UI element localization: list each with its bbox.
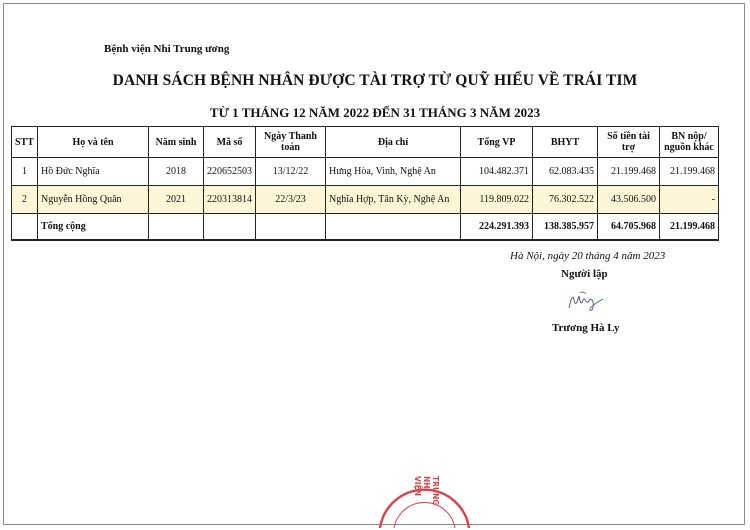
total-bn-pay: 21.199.468: [660, 214, 719, 241]
header-bn-pay: BN nộp/ nguồn khác: [660, 127, 719, 158]
header-name: Họ và tên: [38, 127, 149, 158]
svg-text:NHI: NHI: [422, 476, 431, 492]
header-total-vp: Tổng VP: [461, 127, 533, 158]
document-title: DANH SÁCH BỆNH NHÂN ĐƯỢC TÀI TRỢ TỪ QUỸ HIỂU VỀ TRÁI TIM: [112, 72, 638, 89]
cell-empty: [149, 214, 204, 241]
stamp-outer-ring: [380, 490, 469, 528]
cell-total-vp: 119.809.022: [461, 186, 533, 214]
stamp-lettering: [413, 476, 440, 505]
cell-stt: 1: [12, 158, 38, 186]
cell-bn-pay: 21.199.468: [660, 158, 719, 186]
cell-pay-date: 13/12/22: [256, 158, 326, 186]
cell-pay-date: 22/3/23: [256, 186, 326, 214]
cell-empty: [326, 214, 461, 241]
cell-empty: [204, 214, 256, 241]
total-label: Tổng cộng: [38, 214, 149, 241]
signature-stroke: [569, 296, 603, 310]
cell-address: Nghĩa Hợp, Tân Kỳ, Nghệ An: [326, 186, 461, 214]
table-header-row: [12, 127, 719, 158]
signature-stroke: [580, 292, 586, 294]
cell-code: 220652503: [204, 158, 256, 186]
svg-text:TRUNG: TRUNG: [431, 476, 440, 506]
cell-bhyt: 62.083.435: [533, 158, 598, 186]
cell-sponsored: 43.506.500: [598, 186, 660, 214]
header-birth-year: Năm sinh: [149, 127, 204, 158]
cell-birth-year: 2018: [149, 158, 204, 186]
header-sponsored: Số tiền tài trợ: [598, 127, 660, 158]
stamp-inner-ring: [394, 503, 455, 528]
cell-empty: [256, 214, 326, 241]
header-pay-date: Ngày Thanh toán: [256, 127, 326, 158]
header-address: Địa chỉ: [326, 127, 461, 158]
header-bhyt: BHYT: [533, 127, 598, 158]
cell-name: Hồ Đức Nghĩa: [38, 158, 149, 186]
cell-birth-year: 2021: [149, 186, 204, 214]
cell-sponsored: 21.199.468: [598, 158, 660, 186]
svg-text:VIỆN: VIỆN: [413, 476, 422, 496]
signer-name: Trương Hà Ly: [552, 322, 620, 334]
cell-bhyt: 76.302.522: [533, 186, 598, 214]
cell-total-vp: 104.482.371: [461, 158, 533, 186]
document-subtitle: TỪ 1 THÁNG 12 NĂM 2022 ĐẾN 31 THÁNG 3 NĂM 2023: [209, 105, 541, 120]
cell-bn-pay: -: [660, 186, 719, 214]
place-date: Hà Nội, ngày 20 tháng 4 năm 2023: [510, 250, 666, 262]
cell-code: 220313814: [204, 186, 256, 214]
total-bhyt: 138.385.957: [533, 214, 598, 241]
prepared-by-label: Người lập: [561, 268, 608, 280]
cell-empty: [12, 214, 38, 241]
header-code: Mã số: [204, 127, 256, 158]
header-stt: STT: [12, 127, 38, 158]
cell-stt: 2: [12, 186, 38, 214]
cell-address: Hưng Hòa, Vinh, Nghệ An: [326, 158, 461, 186]
red-stamp-seal: [372, 458, 477, 528]
table-row: [12, 186, 719, 214]
signature-image: [566, 290, 606, 314]
table-total-row: [12, 214, 719, 241]
hospital-name: Bệnh viện Nhi Trung ương: [104, 43, 230, 55]
total-sponsored: 64.705.968: [598, 214, 660, 241]
patient-table: [11, 126, 719, 241]
total-vp: 224.291.393: [461, 214, 533, 241]
cell-name: Nguyễn Hồng Quân: [38, 186, 149, 214]
table-row: [12, 158, 719, 186]
